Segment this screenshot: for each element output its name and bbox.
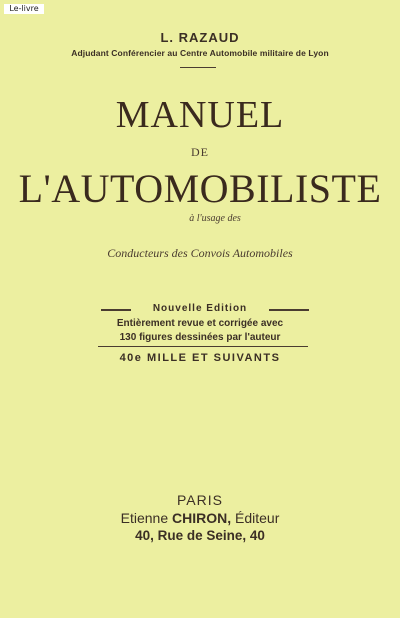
divider-rule <box>180 67 216 68</box>
title-subject: L'AUTOMOBILISTE <box>18 166 382 211</box>
publisher-prefix: Etienne <box>120 510 169 526</box>
revision-line-2: 130 figures dessinées par l'auteur <box>119 332 281 343</box>
revision-line-1: Entièrement revue et corrigée avec <box>116 318 284 329</box>
watermark-label: Le-livre <box>4 4 44 14</box>
author-affiliation: Adjudant Conférencier au Centre Automobile militaire de Lyon <box>71 48 329 58</box>
title-main: MANUEL <box>115 94 285 136</box>
publisher-name: CHIRON, <box>172 510 232 526</box>
printing-rule <box>98 346 308 347</box>
author-name: L. RAZAUD <box>160 30 240 45</box>
publisher-city: PARIS <box>177 492 223 508</box>
publisher-line <box>0 510 400 526</box>
title-connector: DE <box>191 145 209 159</box>
edition-label: Nouvelle Edition <box>152 303 248 314</box>
printing-note: 40e MILLE ET SUIVANTS <box>119 352 281 364</box>
publisher-address: 40, Rue de Seine, 40 <box>135 528 265 543</box>
publisher-role: Éditeur <box>235 510 280 526</box>
edition-rule-right <box>269 309 309 311</box>
audience-line: Conducteurs des Convois Automobiles <box>107 246 293 260</box>
usage-line: à l'usage des <box>189 213 241 224</box>
